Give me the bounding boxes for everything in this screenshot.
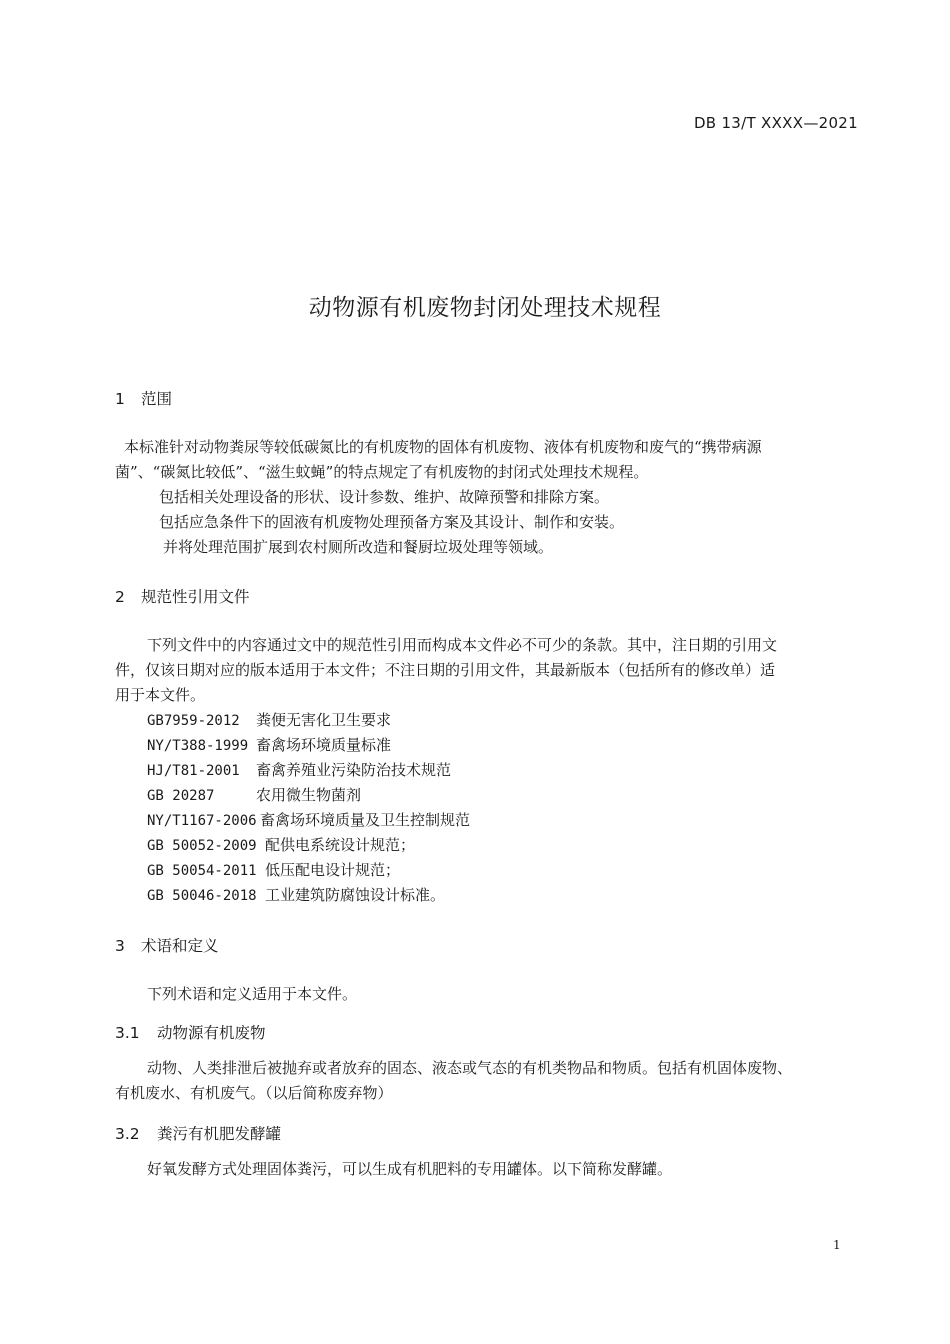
references-intro-line-1: 下列文件中的内容通过文中的规范性引用而构成本文件必不可少的条款。其中，注日期的引用文 bbox=[147, 636, 778, 654]
term-3-2-heading bbox=[115, 1122, 281, 1144]
document-title: 动物源有机废物封闭处理技术规程 bbox=[308, 295, 662, 321]
reference-title: 畜禽养殖业污染防治技术规范 bbox=[256, 761, 452, 779]
reference-item bbox=[147, 883, 445, 909]
reference-item bbox=[147, 708, 391, 734]
standard-code: DB 13/T XXXX—2021 bbox=[693, 114, 858, 132]
scope-paragraph-4: 并将处理范围扩展到农村厕所改造和餐厨垃圾处理等领域。 bbox=[163, 538, 554, 556]
section-number: 1 bbox=[115, 390, 125, 408]
term-3-1-definition-line-2: 有机废水、有机废气。（以后简称废弃物） bbox=[115, 1084, 393, 1102]
reference-title: 粪便无害化卫生要求 bbox=[256, 711, 392, 729]
section-number: 2 bbox=[115, 588, 125, 606]
section-1-heading bbox=[115, 387, 172, 409]
reference-item bbox=[147, 808, 470, 834]
reference-item bbox=[147, 858, 400, 884]
reference-title: 工业建筑防腐蚀设计标准。 bbox=[265, 886, 446, 904]
reference-code: GB 50052-2009 bbox=[147, 838, 257, 854]
reference-code: NY/T1167-2006 bbox=[147, 813, 257, 829]
reference-code: GB 50054-2011 bbox=[147, 863, 257, 879]
reference-item bbox=[147, 833, 415, 859]
reference-title: 配供电系统设计规范； bbox=[265, 836, 416, 854]
scope-paragraph-3: 包括应急条件下的固液有机废物处理预备方案及其设计、制作和安装。 bbox=[159, 513, 625, 531]
scope-paragraph-line-1: 本标准针对动物粪尿等较低碳氮比的有机废物的固体有机废物、液体有机废物和废气的“携带病源 bbox=[124, 438, 762, 456]
reference-title: 农用微生物菌剂 bbox=[256, 786, 362, 804]
subsection-title: 动物源有机废物 bbox=[157, 1024, 266, 1042]
terms-intro: 下列术语和定义适用于本文件。 bbox=[147, 985, 358, 1003]
reference-title: 低压配电设计规范； bbox=[265, 861, 401, 879]
section-number: 3 bbox=[115, 937, 125, 955]
subsection-number: 3.1 bbox=[115, 1024, 140, 1042]
references-intro-line-2: 件，仅该日期对应的版本适用于本文件；不注日期的引用文件，其最新版本（包括所有的修改单）适 bbox=[115, 661, 776, 679]
references-intro-line-3: 用于本文件。 bbox=[115, 686, 206, 704]
subsection-number: 3.2 bbox=[115, 1125, 140, 1143]
term-3-2-definition: 好氧发酵方式处理固体粪污，可以生成有机肥料的专用罐体。以下简称发酵罐。 bbox=[147, 1160, 673, 1178]
section-title: 术语和定义 bbox=[141, 937, 219, 955]
reference-item bbox=[147, 783, 361, 809]
reference-item bbox=[147, 733, 391, 759]
reference-code: GB7959-2012 bbox=[147, 713, 240, 729]
scope-paragraph-line-2: 菌”、“碳氮比较低”、“滋生蚊蝇”的特点规定了有机废物的封闭式处理技术规程。 bbox=[115, 463, 649, 481]
scope-paragraph-2: 包括相关处理设备的形状、设计参数、维护、故障预警和排除方案。 bbox=[159, 488, 610, 506]
page-number: 1 bbox=[833, 1238, 841, 1252]
reference-code: GB 20287 bbox=[147, 788, 215, 804]
section-title: 范围 bbox=[141, 390, 173, 408]
term-3-1-heading bbox=[115, 1021, 266, 1043]
term-3-1-definition-line-1: 动物、人类排泄后被抛弃或者放弃的固态、液态或气态的有机类物品和物质。包括有机固体废物、 bbox=[147, 1059, 793, 1077]
reference-code: HJ/T81-2001 bbox=[147, 763, 240, 779]
reference-code: NY/T388-1999 bbox=[147, 738, 249, 754]
subsection-title: 粪污有机肥发酵罐 bbox=[157, 1125, 282, 1143]
reference-title: 畜禽场环境质量标准 bbox=[256, 736, 392, 754]
reference-code: GB 50046-2018 bbox=[147, 888, 257, 904]
reference-item bbox=[147, 758, 451, 784]
reference-title: 畜禽场环境质量及卫生控制规范 bbox=[260, 811, 471, 829]
section-title: 规范性引用文件 bbox=[141, 588, 250, 606]
section-2-heading bbox=[115, 585, 250, 607]
section-3-heading bbox=[115, 934, 219, 956]
